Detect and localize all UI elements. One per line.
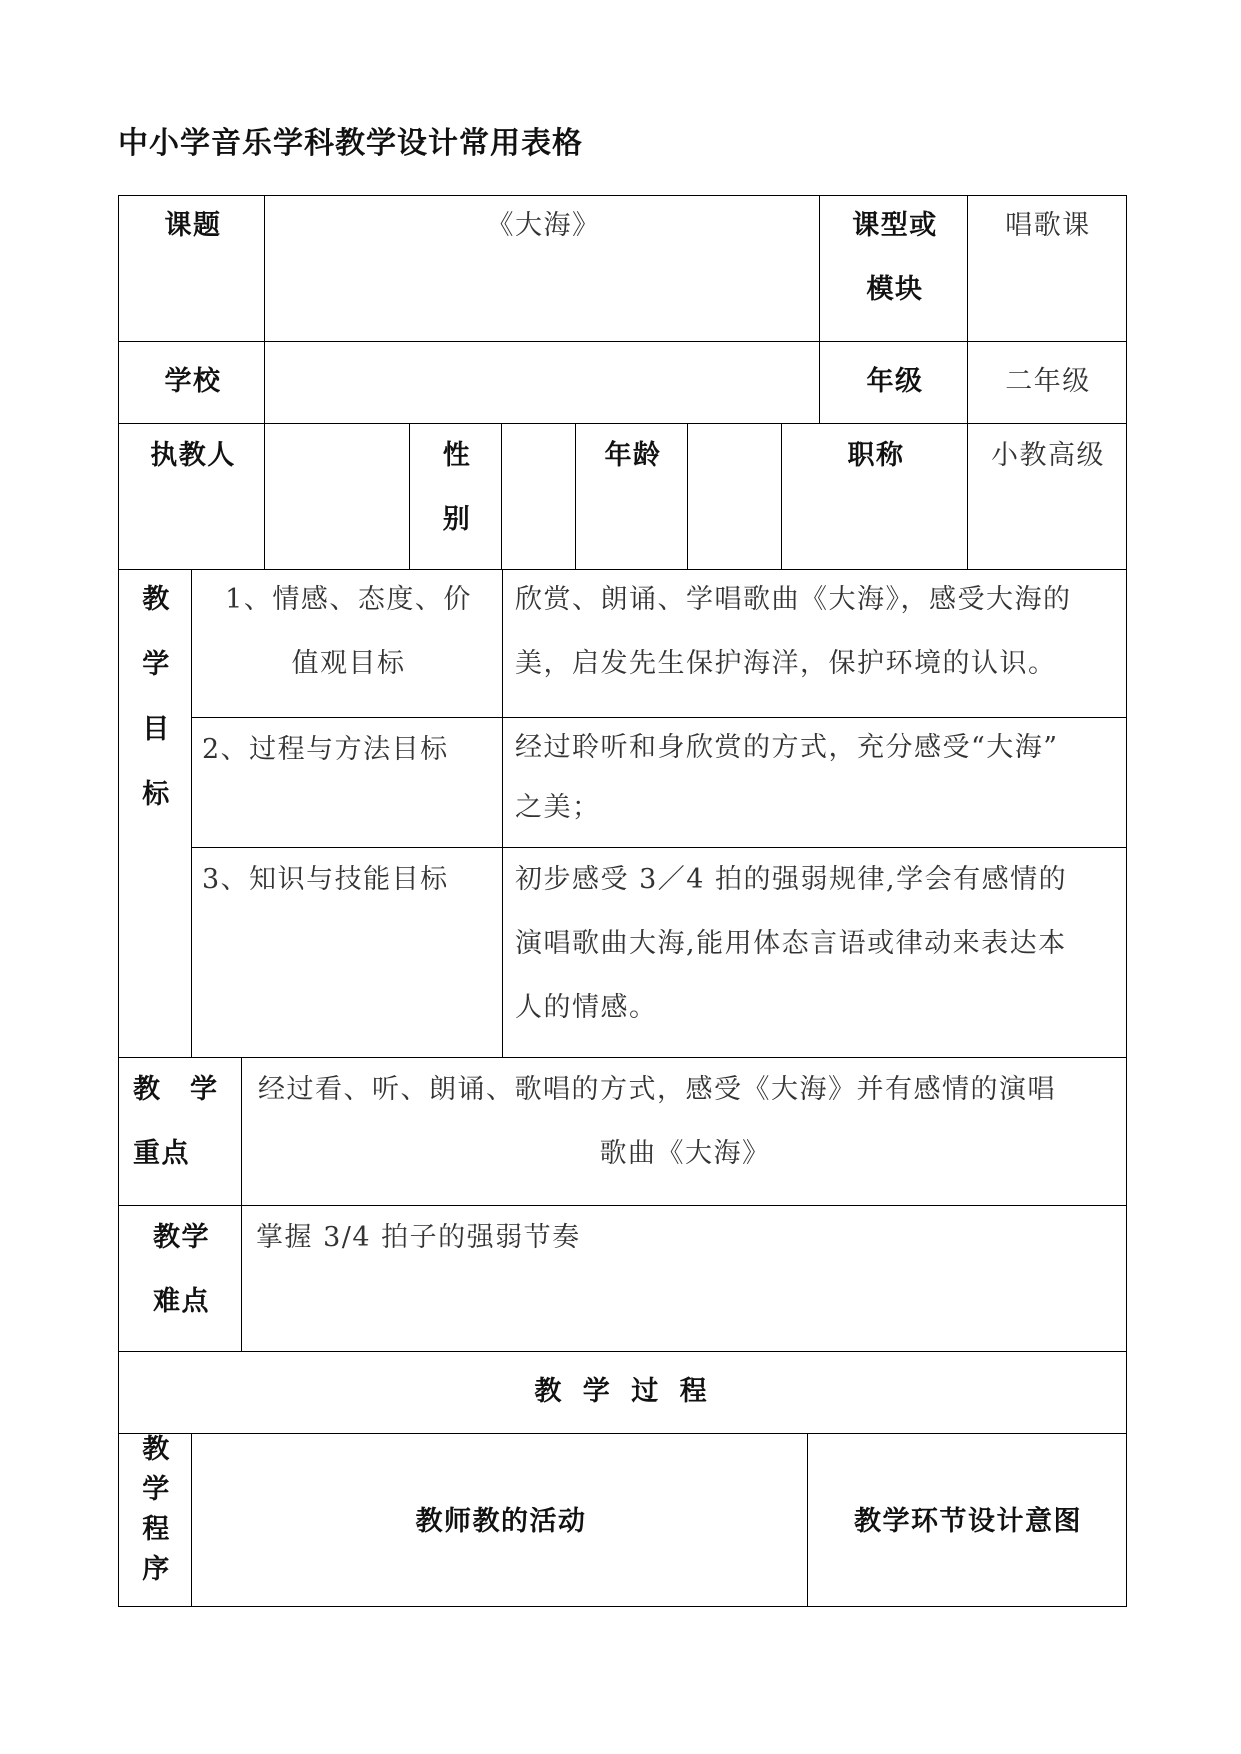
goal-3-text-line2: 演唱歌曲大海,能用体态言语或律动来表达本 xyxy=(515,928,1067,959)
goal-3-name-cell xyxy=(191,847,504,1059)
design-intent-header: 教学环节设计意图 xyxy=(854,1506,1082,1537)
age-value-cell xyxy=(687,423,783,571)
gender-label-line2: 别 xyxy=(442,504,472,535)
difficulties-text: 掌握 3/4 拍子的强弱节奏 xyxy=(256,1222,581,1253)
goal-3-text-cell xyxy=(502,847,1127,1059)
difficulties-label-cell xyxy=(118,1205,243,1353)
topic-value: 《大海》 xyxy=(486,210,601,241)
school-label-cell xyxy=(118,341,266,425)
key-points-label-line2: 重点 xyxy=(133,1138,190,1169)
goals-label-char: 学 xyxy=(142,649,171,680)
rank-label: 职称 xyxy=(847,440,905,471)
goals-label-char: 目 xyxy=(142,714,171,745)
goal-3-text-line3: 人的情感。 xyxy=(515,992,658,1023)
grade-value-cell xyxy=(967,341,1127,425)
page-title: 中小学音乐学科教学设计常用表格 xyxy=(118,126,583,161)
goal-1-name-line2: 值观目标 xyxy=(291,648,406,679)
step-label-char: 教 xyxy=(142,1434,171,1465)
school-value-cell xyxy=(264,341,821,425)
school-label: 学校 xyxy=(164,366,222,397)
goal-2-name-cell xyxy=(191,717,504,849)
design-intent-cell xyxy=(807,1433,1127,1607)
difficulties-label-line1: 教学 xyxy=(153,1222,210,1253)
goal-1-name-line1: 1、情感、态度、价 xyxy=(225,584,472,615)
age-label-cell xyxy=(575,423,689,571)
goals-label-char: 教 xyxy=(142,584,171,615)
key-points-label-line1: 教 学 xyxy=(133,1074,219,1105)
course-type-label-line1: 课型或 xyxy=(852,210,938,241)
age-label: 年龄 xyxy=(604,440,662,471)
step-label-char: 序 xyxy=(142,1554,171,1585)
rank-value-cell xyxy=(967,423,1127,571)
gender-label-line1: 性 xyxy=(442,440,472,471)
goal-1-name-cell xyxy=(191,569,504,719)
step-label-char: 学 xyxy=(142,1474,171,1505)
grade-label-cell xyxy=(819,341,969,425)
process-heading: 教 学 过 程 xyxy=(534,1376,713,1407)
difficulties-text-cell xyxy=(241,1205,1127,1353)
teacher-label: 执教人 xyxy=(150,440,236,471)
goal-2-text-line2: 之美； xyxy=(515,792,601,823)
goal-3-name: 3、知识与技能目标 xyxy=(202,864,449,895)
goal-2-text-cell xyxy=(502,717,1127,849)
teacher-value-cell xyxy=(264,423,411,571)
rank-label-cell xyxy=(781,423,969,571)
key-points-text-line1: 经过看、听、朗诵、歌唱的方式，感受《大海》并有感情的演唱 xyxy=(258,1074,1056,1105)
key-points-label-cell xyxy=(118,1057,243,1207)
goal-3-text-line1: 初步感受 3／4 拍的强弱规律,学会有感情的 xyxy=(515,864,1068,895)
topic-label-cell xyxy=(118,195,266,343)
goal-1-text-line1: 欣赏、朗诵、学唱歌曲《大海》，感受大海的 xyxy=(515,584,1072,615)
step-label-cell xyxy=(118,1433,193,1607)
goal-1-text-cell xyxy=(502,569,1127,719)
course-type-value-cell xyxy=(967,195,1127,343)
goals-label-char: 标 xyxy=(142,779,171,810)
grade-label: 年级 xyxy=(866,366,924,397)
topic-value-cell xyxy=(264,195,821,343)
key-points-text-line2: 歌曲《大海》 xyxy=(599,1138,771,1169)
course-type-label-cell xyxy=(819,195,969,343)
difficulties-label-line2: 难点 xyxy=(153,1286,210,1317)
course-type-label-line2: 模块 xyxy=(866,274,924,305)
goals-label-cell xyxy=(118,569,193,1059)
topic-label: 课题 xyxy=(164,210,222,241)
key-points-text-cell xyxy=(241,1057,1127,1207)
goal-2-name: 2、过程与方法目标 xyxy=(202,734,449,765)
rank-value: 小教高级 xyxy=(991,440,1105,471)
goal-1-text-line2: 美，启发先生保护海洋，保护环境的认识。 xyxy=(515,648,1057,679)
step-label-char: 程 xyxy=(142,1514,171,1545)
process-heading-cell xyxy=(118,1351,1127,1435)
teacher-activity-cell xyxy=(191,1433,809,1607)
goal-2-text-line1: 经过聆听和身欣赏的方式，充分感受“大海” xyxy=(515,732,1059,763)
course-type-value: 唱歌课 xyxy=(1005,210,1091,241)
grade-value: 二年级 xyxy=(1005,366,1091,397)
teacher-activity-header: 教师教的活动 xyxy=(415,1506,587,1537)
teacher-label-cell xyxy=(118,423,266,571)
gender-label-cell xyxy=(409,423,503,571)
gender-value-cell xyxy=(501,423,577,571)
